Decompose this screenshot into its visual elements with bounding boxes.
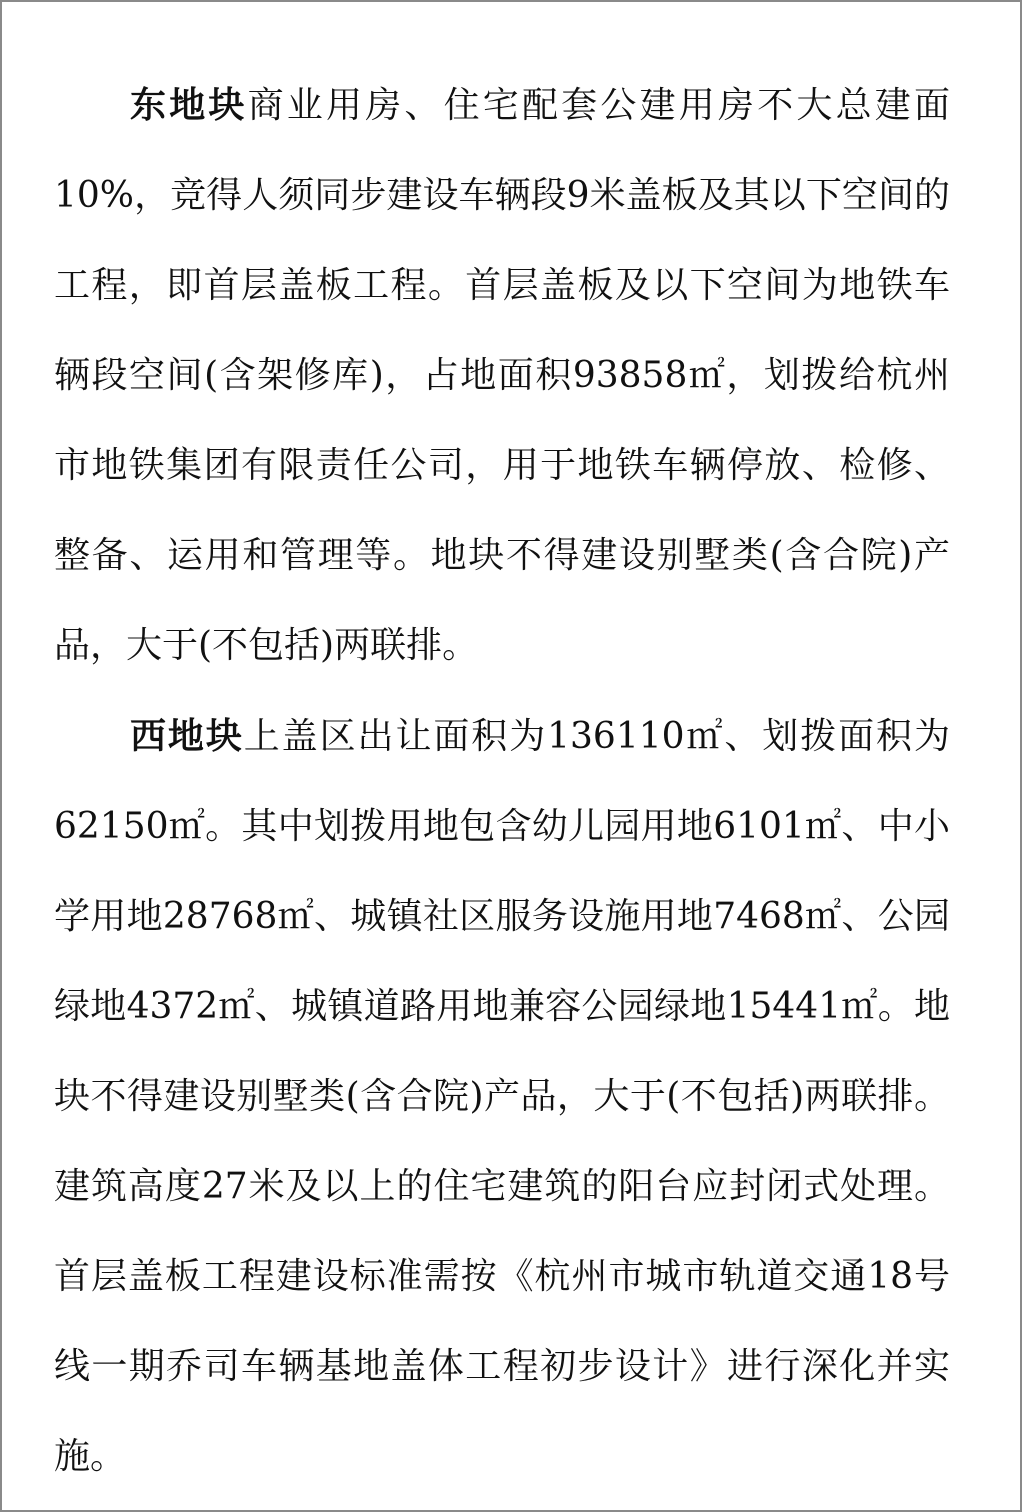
paragraph-body-west-plot: 上盖区出让面积为136110㎡、划拨面积为62150㎡。其中划拨用地包含幼儿园用地6101㎡、中小学用地28768㎡、城镇社区服务设施用地7468㎡、公园绿地4372㎡、城镇道路用地兼容公园绿地15441㎡。地块不得建设别墅类(含合院)产品，大于(不包括)两联排。建筑高度27米及以上的住宅建筑的阳台应封闭式处理。首层盖板工程建设标准需按《杭州市城市轨道交通18号线一期乔司车辆基地盖体工程初步设计》进行深化并实施。 xyxy=(54,716,950,1477)
paragraph-west-plot xyxy=(54,691,950,1502)
paragraph-lead-west-plot: 西地块 xyxy=(130,715,244,757)
paragraph-lead-east-plot: 东地块 xyxy=(130,84,248,126)
paragraph-east-plot xyxy=(54,60,950,691)
paragraph-body-east-plot: 商业用房、住宅配套公建用房不大总建面10%，竞得人须同步建设车辆段9米盖板及其以下空间的工程，即首层盖板工程。首层盖板及以下空间为地铁车辆段空间(含架修库)，占地面积93858㎡，划拨给杭州市地铁集团有限责任公司，用于地铁车辆停放、检修、整备、运用和管理等。地块不得建设别墅类(含合院)产品，大于(不包括)两联排。 xyxy=(54,85,950,666)
